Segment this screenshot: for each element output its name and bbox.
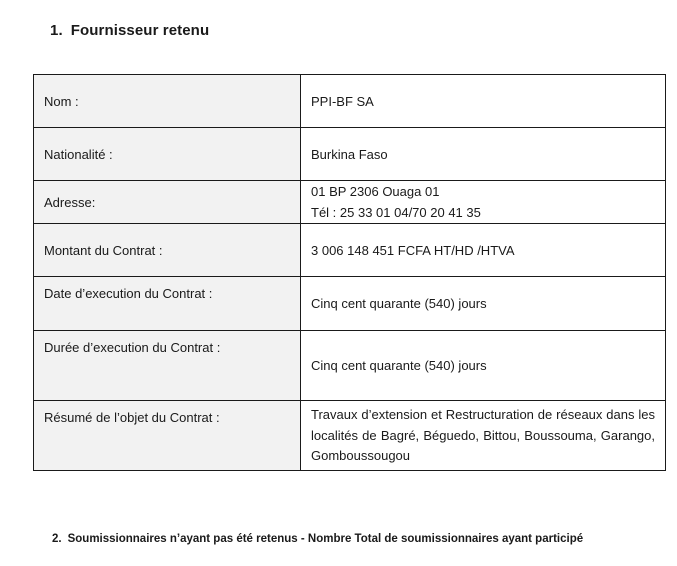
value-montant: 3 006 148 451 FCFA HT/HD /HTVA <box>301 224 666 277</box>
label-adresse: Adresse: <box>34 181 301 224</box>
value-nom: PPI-BF SA <box>301 75 666 128</box>
label-resume-objet: Résumé de l’objet du Contrat : <box>34 401 301 471</box>
label-montant: Montant du Contrat : <box>34 224 301 277</box>
table-row-nom <box>34 75 666 128</box>
section-2-title: Soumissionnaires n’ayant pas été retenus - Nombre Total de soumissionnaires ayant participé <box>67 533 584 545</box>
section-2-heading <box>52 533 583 545</box>
label-nom: Nom : <box>34 75 301 128</box>
table-row-resume-objet <box>34 401 666 471</box>
adresse-bp: 01 BP 2306 Ouaga 01 <box>311 184 440 199</box>
label-nationalite: Nationalité : <box>34 128 301 181</box>
supplier-table <box>33 74 666 471</box>
table-row-montant <box>34 224 666 277</box>
adresse-tel: Tél : 25 33 01 04/70 20 41 35 <box>311 205 481 220</box>
value-adresse <box>301 181 666 224</box>
section-1-number: 1. <box>50 22 63 39</box>
section-2-number: 2. <box>52 533 62 545</box>
table-row-duree-execution <box>34 331 666 401</box>
table-row-date-execution <box>34 277 666 331</box>
table-row-nationalite <box>34 128 666 181</box>
value-duree-execution: Cinq cent quarante (540) jours <box>301 331 666 401</box>
value-nationalite: Burkina Faso <box>301 128 666 181</box>
table-row-adresse <box>34 181 666 224</box>
section-1-title: Fournisseur retenu <box>70 22 210 39</box>
value-date-execution: Cinq cent quarante (540) jours <box>301 277 666 331</box>
label-date-execution: Date d’execution du Contrat : <box>34 277 301 331</box>
section-1-heading <box>50 22 209 39</box>
label-duree-execution: Durée d’execution du Contrat : <box>34 331 301 401</box>
value-resume-objet: Travaux d’extension et Restructuration de réseaux dans les localités de Bagré, Béguedo, Bittou, Boussouma, Garango, Gomboussougou <box>301 401 666 471</box>
